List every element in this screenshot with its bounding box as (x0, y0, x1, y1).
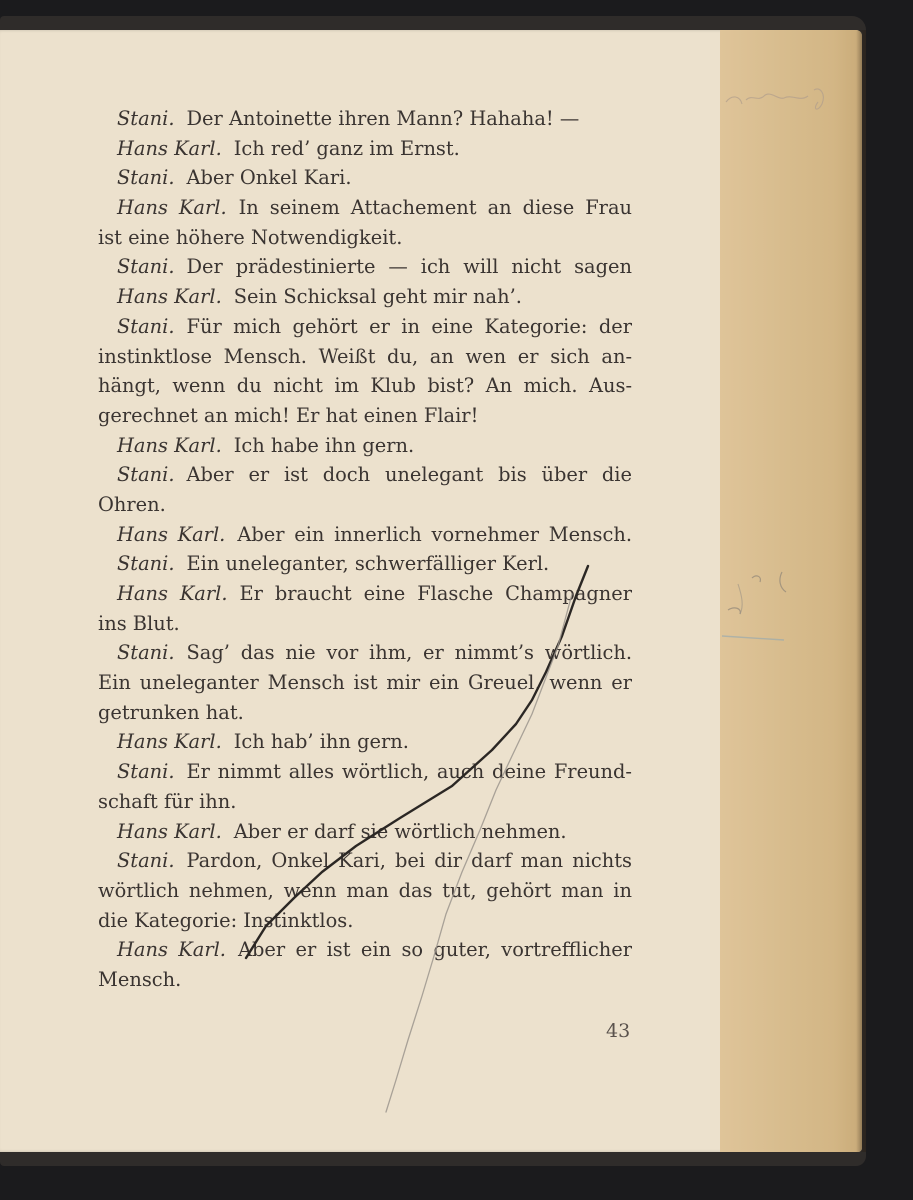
line-text: Aber er ist doch unelegant bis über die (186, 463, 632, 487)
line-text: Der prädestinierte — ich will nicht sagen (186, 255, 632, 279)
margin-pencil-note (722, 80, 852, 680)
speaker-name: Hans Karl. (117, 819, 222, 843)
line-text: Aber Onkel Kari. (186, 166, 352, 190)
speaker-name: Stani. (117, 463, 175, 487)
text-line (98, 401, 632, 431)
text-line (98, 668, 632, 698)
text-line (98, 757, 632, 787)
text-line (98, 638, 632, 668)
line-text: Er nimmt alles wörtlich, auch deine Freund- (186, 760, 632, 784)
text-line (98, 223, 632, 253)
line-text: instinktlose Mensch. Weißt du, an wen er sich an- (98, 344, 632, 368)
line-text: Ohren. (98, 492, 166, 516)
line-text: Pardon, Onkel Kari, bei dir darf man nichts (186, 849, 632, 873)
line-text: Für mich gehört er in eine Kategorie: der (186, 314, 632, 338)
line-text: Er braucht eine Flasche Champagner (239, 582, 632, 605)
text-line (98, 312, 632, 342)
line-text: Ein uneleganter Mensch ist mir ein Greuel, wenn er (98, 671, 632, 695)
line-text: ist eine höhere Notwendigkeit. (98, 225, 403, 249)
speaker-name: Stani. (117, 107, 175, 130)
speaker-name: Hans Karl. (117, 136, 222, 160)
text-line (98, 846, 632, 876)
line-text: hängt, wenn du nicht im Klub bist? An mich. Aus- (98, 374, 632, 398)
speaker-name: Hans Karl. (117, 938, 226, 962)
text-line (98, 342, 632, 372)
text-line (98, 460, 632, 490)
speaker-name: Stani. (117, 255, 175, 279)
text-line (98, 371, 632, 401)
speaker-name: Hans Karl. (117, 285, 222, 309)
page-edge-shadow (856, 30, 866, 1152)
page-number: 43 (606, 1020, 631, 1042)
text-line (98, 520, 632, 550)
text-line (98, 727, 632, 757)
text-line (98, 193, 632, 223)
speaker-name: Stani. (117, 314, 175, 338)
line-text: Ein uneleganter, schwerfälliger Kerl. (186, 552, 550, 576)
text-line (98, 876, 632, 906)
line-text: Mensch. (98, 967, 182, 991)
text-line (98, 104, 632, 134)
line-text: Ich hab’ ihn gern. (233, 730, 409, 754)
text-line (98, 609, 632, 639)
text-line (98, 282, 632, 312)
text-line (98, 935, 632, 965)
line-text: schaft für ihn. (98, 789, 237, 813)
text-line (98, 490, 632, 520)
line-text: Sag’ das nie vor ihm, er nimmt’s wörtlich. (186, 641, 632, 665)
line-text: Aber ein innerlich vornehmer Mensch. (237, 522, 632, 546)
line-text: Ich red’ ganz im Ernst. (233, 136, 460, 160)
text-line (98, 698, 632, 728)
line-text: gerechnet an mich! Er hat einen Flair! (98, 403, 479, 427)
line-text: getrunken hat. (98, 700, 244, 724)
speaker-name: Hans Karl. (117, 522, 226, 546)
speaker-name: Hans Karl. (117, 196, 227, 220)
text-line (98, 134, 632, 164)
line-text: Aber er darf sie wörtlich nehmen. (233, 819, 567, 843)
line-text: Aber er ist ein so guter, vortrefflicher (237, 938, 632, 962)
text-line (98, 163, 632, 193)
line-text: Sein Schicksal geht mir nah’. (233, 285, 522, 309)
speaker-name: Hans Karl. (117, 433, 222, 457)
line-text: wörtlich nehmen, wenn man das tut, gehört man in (98, 878, 632, 902)
speaker-name: Hans Karl. (117, 730, 222, 754)
dialogue-text (98, 104, 632, 995)
speaker-name: Stani. (117, 166, 175, 190)
text-line (98, 252, 632, 282)
text-line (98, 965, 632, 995)
text-line (98, 431, 632, 461)
line-text: Ich habe ihn gern. (233, 433, 415, 457)
text-line (98, 906, 632, 936)
text-line (98, 579, 632, 609)
line-text: In seinem Attachement an diese Frau (238, 196, 632, 220)
line-text: die Kategorie: Instinktlos. (98, 908, 354, 932)
speaker-name: Stani. (117, 552, 175, 576)
text-line (98, 817, 632, 847)
speaker-name: Stani. (117, 641, 175, 665)
text-line (98, 787, 632, 817)
line-text: ins Blut. (98, 611, 180, 635)
text-line (98, 549, 632, 579)
speaker-name: Stani. (117, 849, 175, 873)
line-text: Der Antoinette ihren Mann? Hahaha! — (186, 107, 580, 130)
speaker-name: Stani. (117, 760, 175, 784)
speaker-name: Hans Karl. (117, 582, 228, 605)
